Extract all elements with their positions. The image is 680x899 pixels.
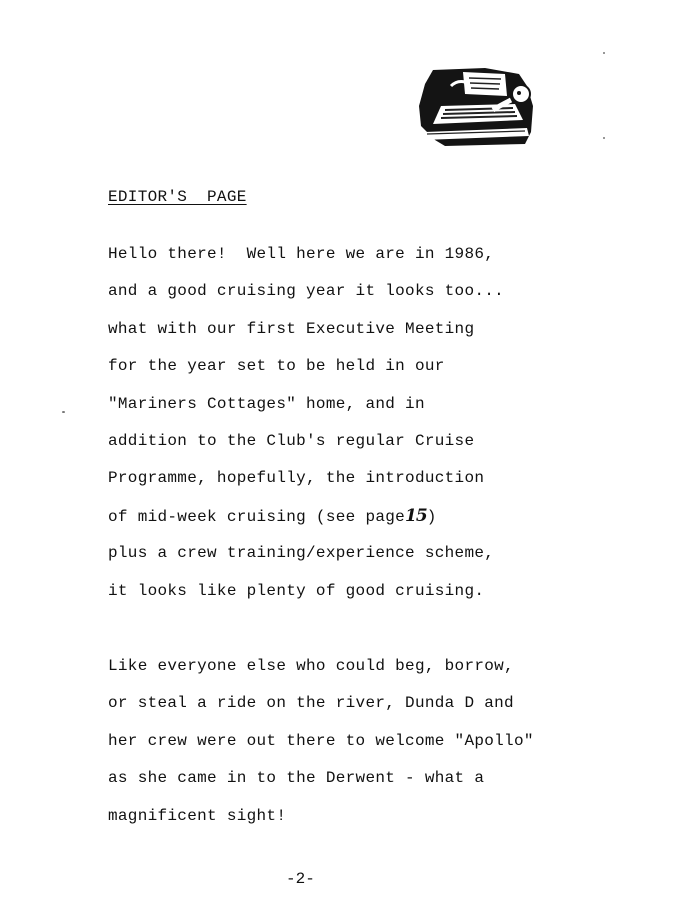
paragraph-line: or steal a ride on the river, Dunda D and <box>108 694 514 713</box>
paragraph-line: addition to the Club's regular Cruise <box>108 431 475 450</box>
handwritten-page-number: 15 <box>405 505 427 526</box>
page-number: -2- <box>286 870 315 888</box>
paragraph-line: plus a crew training/experience scheme, <box>108 544 495 563</box>
paragraph-line: Like everyone else who could beg, borrow, <box>108 657 514 675</box>
paragraph-line: magnificent sight! <box>108 806 287 825</box>
scan-speck <box>603 137 605 139</box>
editor-at-typewriter-icon <box>415 66 537 146</box>
scan-speck <box>62 411 65 413</box>
paragraph-text: of mid-week cruising (see page <box>108 507 406 526</box>
paragraph-line: Programme, hopefully, the introduction <box>108 469 485 488</box>
page-heading: EDITOR'S PAGE <box>108 188 247 206</box>
paragraph-apollo <box>108 648 534 835</box>
paragraph-line: as she came in to the Derwent - what a <box>108 769 485 788</box>
paragraph-line: for the year set to be held in our <box>108 357 445 376</box>
paragraph-line: Hello there! Well here we are in 1986, <box>108 245 495 263</box>
paragraph-line: what with our first Executive Meeting <box>108 319 475 338</box>
paragraph-line: it looks like plenty of good cruising. <box>108 581 485 600</box>
paragraph-text: ) <box>426 507 437 526</box>
scan-speck <box>603 52 605 54</box>
paragraph-line: "Mariners Cottages" home, and in <box>108 394 425 413</box>
paragraph-line: and a good cruising year it looks too... <box>108 282 505 301</box>
paragraph-intro <box>108 236 504 610</box>
paragraph-line-with-page-ref <box>108 498 504 535</box>
paragraph-line: her crew were out there to welcome "Apollo" <box>108 731 534 750</box>
